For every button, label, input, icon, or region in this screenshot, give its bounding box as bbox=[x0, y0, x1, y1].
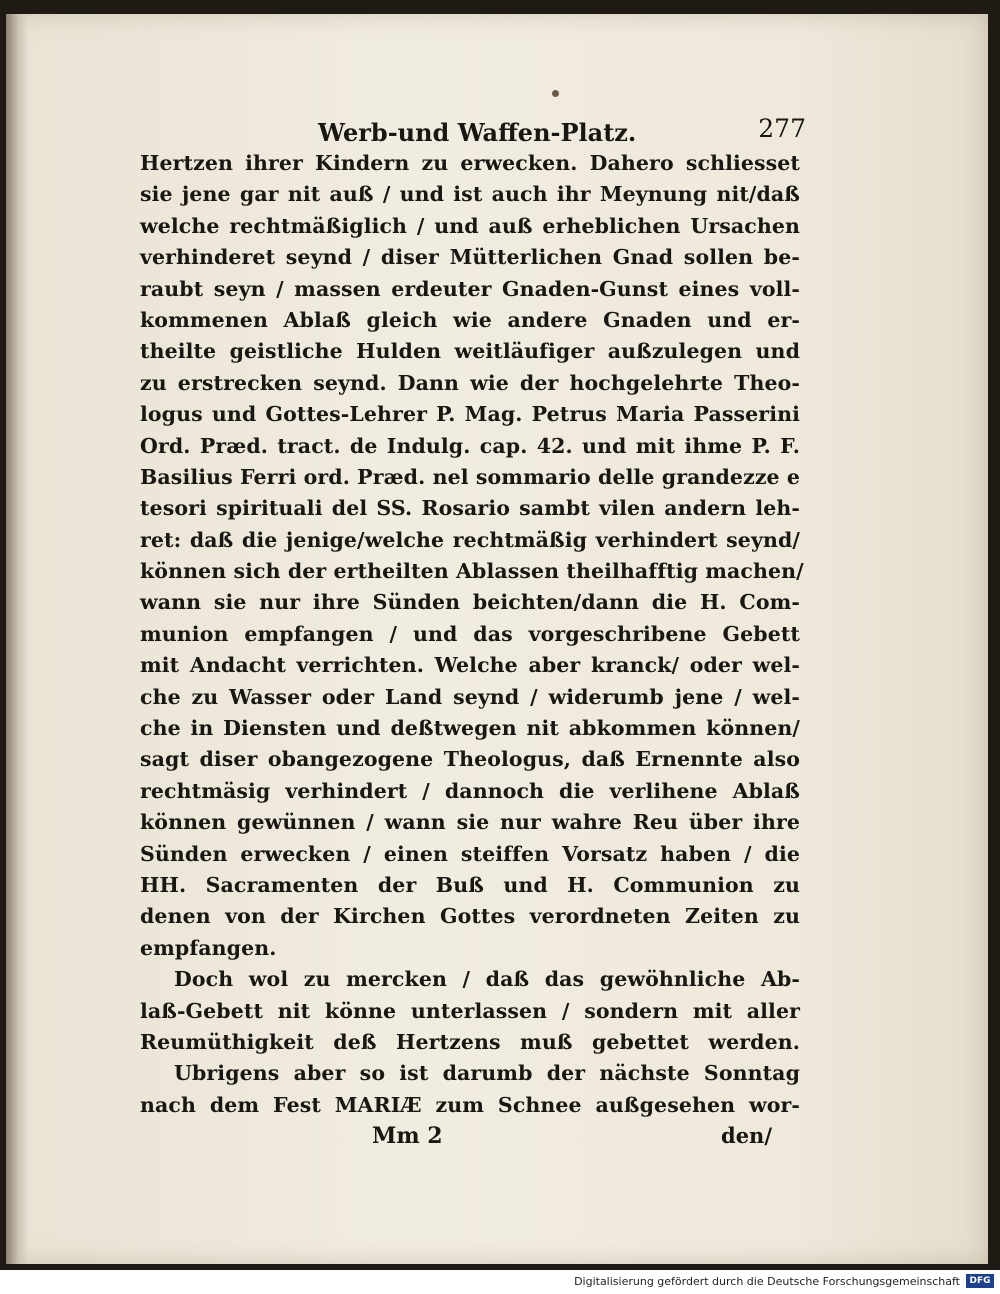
credit-bar bbox=[0, 1270, 1000, 1294]
text-line: können gewünnen / wann sie nur wahre Reu über ihre bbox=[140, 810, 800, 835]
ink-speck bbox=[552, 90, 559, 97]
text-line: empfangen. bbox=[140, 935, 277, 960]
text-line: Ubrigens aber so ist darumb der nächste Sonntag bbox=[174, 1061, 800, 1086]
text-line: kommenen Ablaß gleich wie andere Gnaden und er- bbox=[140, 307, 800, 332]
text-line: rechtmäsig verhindert / dannoch die verlihene Ablaß bbox=[140, 778, 800, 803]
text-line: verhinderet seynd / diser Mütterlichen Gnad sollen be- bbox=[140, 245, 800, 270]
text-line: Ord. Præd. tract. de Indulg. cap. 42. und mit ihme P. F. bbox=[140, 433, 800, 458]
text-line: denen von der Kirchen Gottes verordneten Zeiten zu bbox=[140, 904, 800, 929]
catchword: den/ bbox=[721, 1123, 772, 1149]
body-text bbox=[140, 148, 804, 1121]
text-line: ret: daß die jenige/welche rechtmäßig verhindert seynd/ bbox=[140, 527, 800, 552]
text-line: Doch wol zu mercken / daß das gewöhnliche Ab- bbox=[174, 967, 800, 992]
text-line: tesori spirituali del SS. Rosario sambt vilen andern leh- bbox=[140, 496, 800, 521]
text-line: laß-Gebett nit könne unterlassen / sondern mit aller bbox=[140, 998, 800, 1023]
page-header bbox=[140, 114, 806, 148]
text-line: HH. Sacramenten der Buß und H. Communion zu bbox=[140, 872, 800, 897]
page-gutter-shadow bbox=[6, 14, 28, 1264]
text-line: wann sie nur ihre Sünden beichten/dann die H. Com- bbox=[140, 590, 800, 615]
page-number: 277 bbox=[758, 114, 806, 143]
text-line: logus und Gottes-Lehrer P. Mag. Petrus Maria Passerini bbox=[140, 402, 800, 427]
text-line: munion empfangen / und das vorgeschribene Gebett bbox=[140, 621, 800, 646]
text-line: Sünden erwecken / einen steiffen Vorsatz haben / die bbox=[140, 841, 800, 866]
text-line: sagt diser obangezogene Theologus, daß Ernennte also bbox=[140, 747, 800, 772]
text-line: können sich der ertheilten Ablassen theilhafftig machen/ bbox=[140, 559, 804, 584]
text-line: che in Diensten und deßtwegen nit abkommen können/ bbox=[140, 716, 800, 741]
text-line: Hertzen ihrer Kindern zu erwecken. Dahero schliesset bbox=[140, 151, 800, 175]
page-footer bbox=[140, 1123, 800, 1157]
text-line: che zu Wasser oder Land seynd / widerumb jene / wel- bbox=[140, 684, 800, 709]
signature-mark: Mm 2 bbox=[372, 1123, 443, 1150]
text-line: raubt seyn / massen erdeuter Gnaden-Gunst eines voll- bbox=[140, 276, 800, 301]
running-head: Werb-und Waffen-Platz. bbox=[318, 118, 637, 147]
text-line: sie jene gar nit auß / und ist auch ihr Meynung nit/daß bbox=[140, 182, 800, 207]
text-line: welche rechtmäßiglich / und auß erheblichen Ursachen bbox=[140, 213, 800, 238]
funding-credit: Digitalisierung gefördert durch die Deutsche Forschungsgemeinschaft bbox=[574, 1275, 960, 1288]
page-text-block bbox=[140, 114, 806, 1157]
text-line: zu erstrecken seynd. Dann wie der hochgelehrte Theo- bbox=[140, 370, 800, 395]
text-line: theilte geistliche Hulden weitläufiger außzulegen und bbox=[140, 339, 800, 364]
text-line: Reumüthigkeit deß Hertzens muß gebettet werden. bbox=[140, 1029, 800, 1054]
text-line: mit Andacht verrichten. Welche aber kranck/ oder wel- bbox=[140, 653, 800, 678]
text-line: Basilius Ferri ord. Præd. nel sommario delle grandezze e bbox=[140, 464, 801, 489]
text-line: nach dem Fest MARIÆ zum Schnee außgesehen wor- bbox=[140, 1092, 800, 1117]
dfg-logo-icon: DFG bbox=[966, 1274, 994, 1288]
